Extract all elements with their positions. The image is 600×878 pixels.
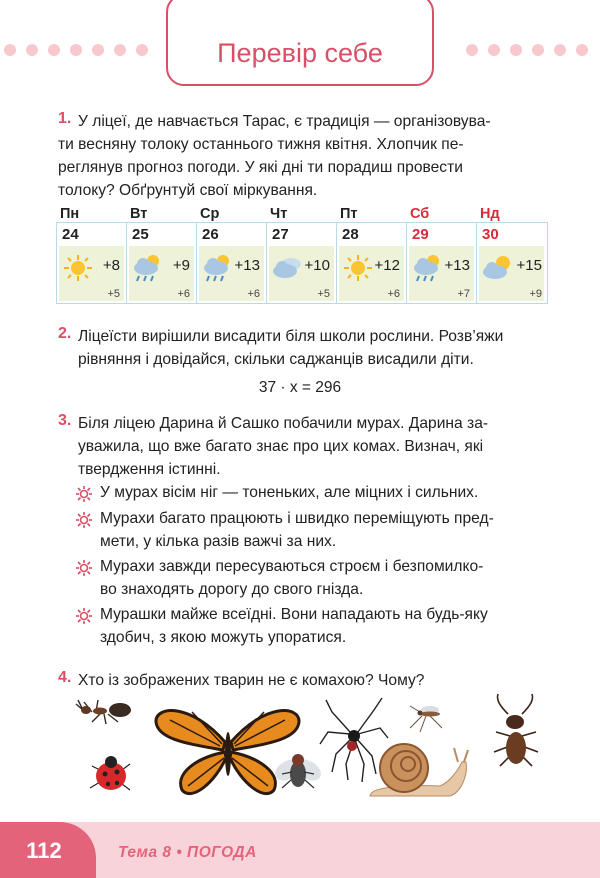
forecast-cell (477, 223, 548, 303)
task-3-line: твердження істинні. (78, 461, 221, 478)
task-3-text (78, 412, 552, 481)
night-temperature: +9 (529, 288, 542, 300)
snail-icon (370, 744, 468, 796)
night-temperature: +5 (317, 288, 330, 300)
weekday-label: Пн (60, 206, 80, 222)
forecast-cell (127, 223, 197, 303)
forecast-cell (267, 223, 337, 303)
day-temperature: +15 (516, 257, 542, 274)
night-temperature: +5 (107, 288, 120, 300)
statement-item (100, 481, 552, 504)
bullet-icon (75, 559, 93, 577)
night-temperature: +6 (387, 288, 400, 300)
task-2-line: рівняння і довідайся, скільки саджанців висадили діти. (78, 351, 474, 368)
task-3-line: уважила, що вже багато знає про цих комах. Визнач, які (78, 438, 484, 455)
day-temperature: +8 (102, 257, 120, 274)
weekday-label: Чт (270, 206, 288, 222)
night-temperature: +6 (247, 288, 260, 300)
statement-line: Мурахи багато працюють і швидко переміщують пред- (100, 510, 494, 527)
bullet-icon (75, 485, 93, 503)
decorative-dot (26, 44, 38, 56)
weekday-label: Сб (410, 206, 430, 222)
night-temperature: +6 (177, 288, 190, 300)
task-1-line: толоку? Обґрунтуй свої міркування. (58, 182, 318, 199)
statement-item (100, 555, 552, 601)
day-temperature: +13 (444, 257, 470, 274)
task-3-line: Біля ліцею Дарина й Сашко побачили мурах. Дарина за- (78, 415, 489, 432)
task-4-text: Хто із зображених тварин не є комахою? Чому? (78, 672, 425, 689)
statement-line: Мурахи завжди пересуваються строєм і безпомилко- (100, 558, 484, 575)
mosquito-icon (410, 706, 442, 732)
decorative-dot (510, 44, 522, 56)
weekday-label: Нд (480, 206, 500, 222)
weekday-label: Вт (130, 206, 148, 222)
task-2-text (78, 325, 552, 371)
cloud-rain-icon (201, 253, 235, 283)
day-temperature: +10 (304, 257, 330, 274)
statement-line: здобич, з якою можуть упоратися. (100, 629, 347, 646)
forecast-cell (197, 223, 267, 303)
page-number: 112 (26, 838, 62, 863)
ladybug-icon (90, 756, 130, 790)
cloud-rain-icon (411, 253, 445, 283)
decorative-dot (92, 44, 104, 56)
topic-label: Тема 8 • ПОГОДА (118, 844, 257, 861)
decorative-dot (576, 44, 588, 56)
decorative-dot (554, 44, 566, 56)
ant-icon (76, 700, 131, 724)
task-4-number: 4. (58, 669, 72, 686)
decorative-dot (70, 44, 82, 56)
statement-line: У мурах вісім ніг — тоненьких, але міцних і сильних. (100, 484, 479, 501)
animals-illustration (70, 692, 550, 804)
decorative-dot (466, 44, 478, 56)
forecast-cell (337, 223, 407, 303)
equation: 37 · x = 296 (258, 379, 342, 396)
weekday-label: Пт (340, 206, 358, 222)
task-2-line: Ліцеїсти вирішили висадити біля школи рослини. Розв’яжи (78, 328, 504, 345)
butterfly-icon (156, 711, 299, 794)
decorative-dot (532, 44, 544, 56)
decorative-dot (488, 44, 500, 56)
forecast-date: 24 (62, 226, 79, 243)
forecast-date: 27 (272, 226, 289, 243)
task-1-line: У ліцеї, де навчається Тарас, є традиція — організовува- (78, 113, 491, 130)
night-temperature: +7 (457, 288, 470, 300)
statement-line: во знаходять дорогу до свого гнізда. (100, 581, 364, 598)
day-temperature: +9 (172, 257, 190, 274)
statement-item (100, 603, 552, 649)
day-temperature: +12 (374, 257, 400, 274)
forecast-cell (57, 223, 127, 303)
stag-beetle-icon (494, 694, 538, 766)
decorative-dot (114, 44, 126, 56)
cloud-rain-icon (131, 253, 165, 283)
task-1-line: ти весняну толоку останнього тижня квітня. Хлопчик пе- (58, 136, 464, 153)
forecast-date: 28 (342, 226, 359, 243)
forecast-date: 25 (132, 226, 149, 243)
weekday-label: Ср (200, 206, 220, 222)
forecast-date: 26 (202, 226, 219, 243)
forecast-date: 30 (482, 226, 499, 243)
weather-forecast-table (56, 222, 548, 304)
task-2-number: 2. (58, 325, 72, 342)
bullet-icon (75, 607, 93, 625)
page-title: Перевір себе (217, 38, 383, 68)
task-1-text-rest (58, 133, 552, 202)
sun-cloud-icon (481, 253, 515, 283)
day-temperature: +13 (234, 257, 260, 274)
task-3-number: 3. (58, 412, 72, 429)
forecast-cell (407, 223, 477, 303)
task-1-number: 1. (58, 110, 72, 127)
statement-line: мети, у кілька разів важчі за них. (100, 533, 337, 550)
fly-icon (271, 754, 324, 788)
statement-line: Мурашки майже всеїдні. Вони нападають на будь-яку (100, 606, 488, 623)
sun-icon (61, 253, 95, 283)
sun-icon (341, 253, 375, 283)
task-1-line: реглянув прогноз погоди. У які дні ти порадиш провести (58, 159, 463, 176)
spider-icon (320, 698, 388, 782)
task-1-text (78, 110, 552, 133)
decorative-dot (4, 44, 16, 56)
decorative-dot (136, 44, 148, 56)
decorative-dot (48, 44, 60, 56)
forecast-date: 29 (412, 226, 429, 243)
bullet-icon (75, 511, 93, 529)
clouds-icon (271, 253, 305, 283)
statement-item (100, 507, 552, 553)
